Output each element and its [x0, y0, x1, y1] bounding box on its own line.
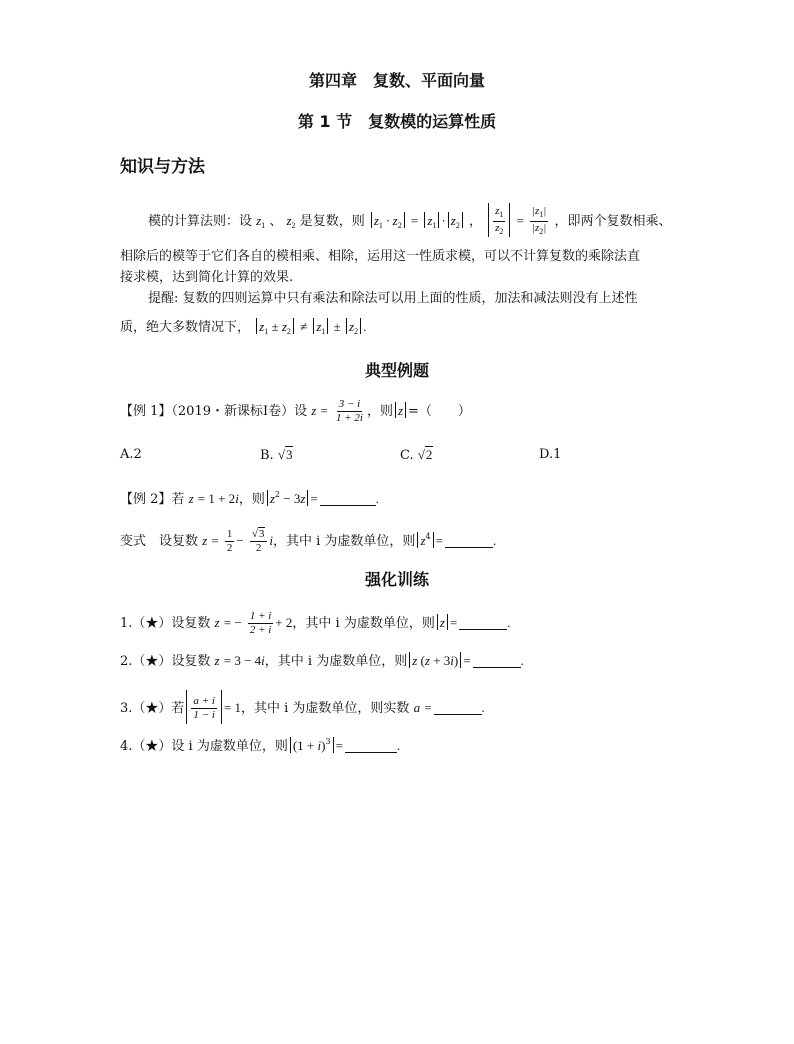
training-item-4: 4.（★）设 i 为虚数单位，则 $(1 + i)^3$ = .: [120, 737, 401, 754]
knowledge-line2: 相除后的模等于它们各自的模相乘、相除，运用这一性质求模，可以不计算复数的乘除法直: [120, 249, 641, 264]
rule-mid: 是复数，则: [299, 214, 365, 229]
variant-label: 变式 设复数: [120, 534, 199, 549]
rule-suffix: ，即两个复数相乘、: [554, 214, 672, 229]
example-2-then: ，则: [238, 492, 265, 507]
examples-heading: 典型例题: [364, 361, 429, 380]
example-1-suffix: ，则: [366, 404, 393, 419]
example-1: 【例 1】（2019・新课标Ⅰ卷）设 z = $\frac{3 - i}{1 + 2i}$ ，则 z =（ ）: [120, 398, 471, 424]
training-item-1-prefix: 1.（★）设复数: [120, 616, 211, 631]
option-d[interactable]: D.1: [539, 447, 562, 462]
tip-line1: 提醒: 复数的四则运算中只有乘法和除法可以用上面的性质，加法和减法则没有上述性: [148, 291, 638, 306]
training-item-3: 3.（★）若 $\frac{a + i}{1 - i}$ = 1，其中 i 为虚数单位，则实数 a = .: [120, 690, 485, 724]
rule-line: 模的计算法则：设 $z_1$ 、 $z_2$ 是复数，则 $z_1 \cdot z_2 = z_1 \cdot z_2$ ， $\frac{z_1}{z_2}$ = $\frac{|z_1|}{|z_2|}$ ，即两个复数相乘、: [148, 205, 672, 236]
variant: 变式 设复数 z = $\frac{1}{2}$ − $\frac{√3}{2}$ i，其中 i 为虚数单位，则 $z^4$ = .: [120, 528, 497, 554]
knowledge-line3: 接求模，达到简化计算的效果.: [120, 270, 294, 285]
tip-line2-prefix: 质，绝大多数情况下，: [120, 320, 251, 335]
training-item-1: 1.（★）设复数 z = − $\frac{1 + i}{2 + i}$ + 2，其中 i 为虚数单位，则 z = .: [120, 610, 511, 636]
training-heading: 强化训练: [364, 570, 429, 589]
example-2: 【例 2】若 z = 1 + 2i，则 $z^2 - 3z$ = .: [120, 490, 379, 507]
training-item-4-prefix: 4.（★）设 i 为虚数单位，则: [120, 739, 288, 754]
training-item-3-prefix: 3.（★）若: [120, 701, 185, 716]
option-a[interactable]: A.2: [120, 447, 142, 462]
option-b-label: B.: [260, 448, 274, 463]
example-2-label: 【例 2】: [120, 492, 172, 507]
option-b[interactable]: B. √3: [260, 447, 293, 463]
rule-prefix: 模的计算法则：设: [148, 214, 253, 229]
training-item-3-mid: ，其中 i 为虚数单位，则实数: [240, 701, 410, 716]
tip-line2: 质，绝大多数情况下， $z_1 \pm z_2 \ne z_1 \pm z_2$ .: [120, 319, 367, 336]
example-1-label: 【例 1】: [120, 404, 172, 419]
example-1-paren: =（ ）: [408, 404, 471, 419]
option-c[interactable]: C. √2: [400, 447, 433, 463]
example-2-text: 若: [171, 492, 185, 507]
chapter-title: 第四章 复数、平面向量: [308, 71, 485, 90]
training-item-2-mid: ，其中 i 为虚数单位，则: [264, 654, 408, 669]
training-item-2-prefix: 2.（★）设复数: [120, 654, 211, 669]
training-item-2: 2.（★）设复数 z = 3 − 4i，其中 i 为虚数单位，则 z (z + 3i) = .: [120, 653, 524, 669]
knowledge-heading: 知识与方法: [120, 157, 205, 177]
variant-text: ，其中 i 为虚数单位，则: [273, 534, 416, 549]
option-c-label: C.: [400, 448, 414, 463]
section-title: 第 1 节 复数模的运算性质: [297, 112, 497, 131]
example-1-source: （2019・新课标Ⅰ卷）设: [171, 404, 308, 419]
training-item-1-mid: ，其中 i 为虚数单位，则: [292, 616, 435, 631]
